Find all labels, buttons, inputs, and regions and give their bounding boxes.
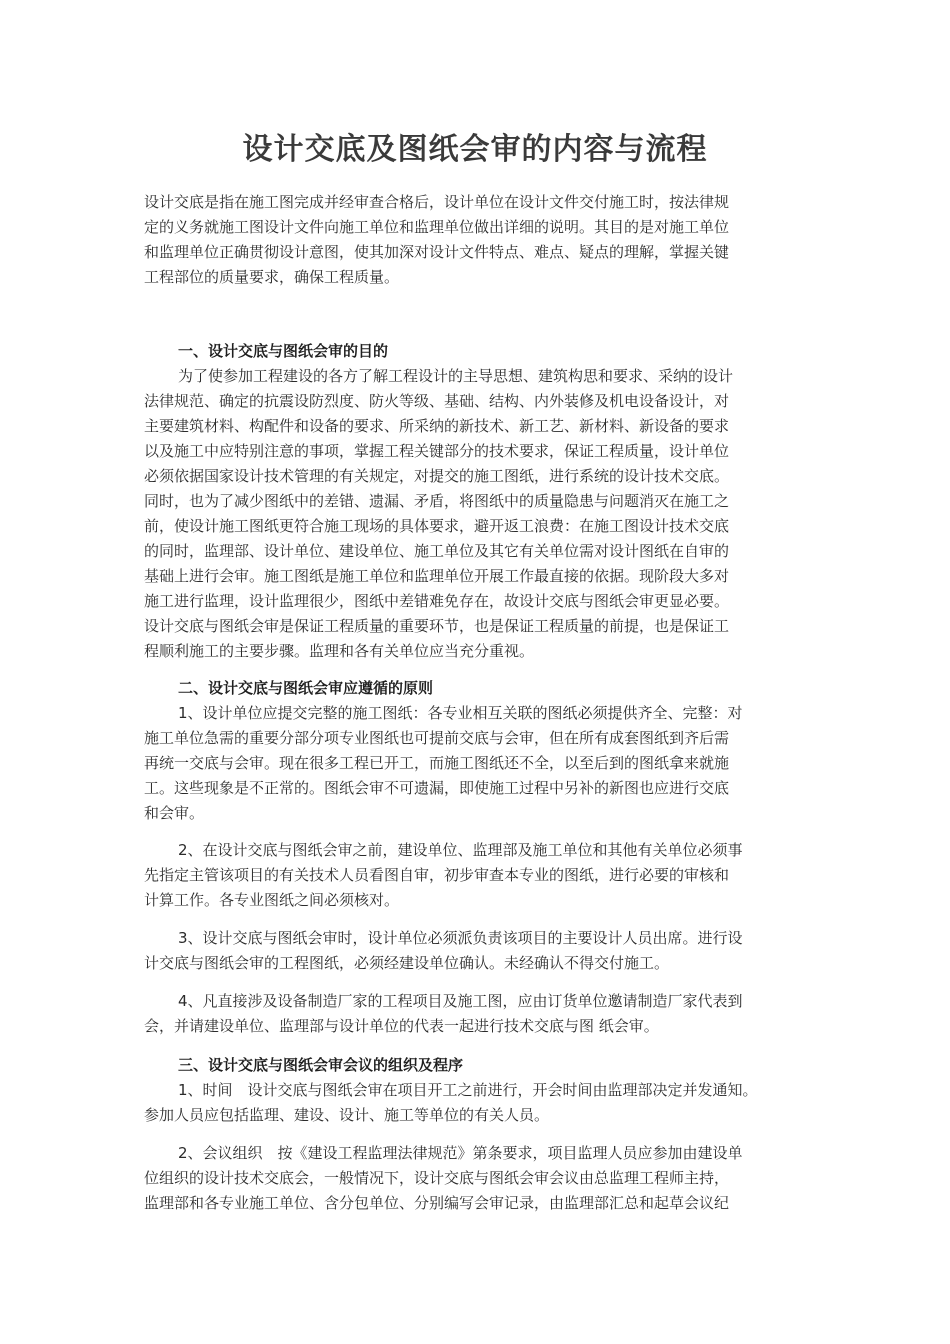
text-line: 基础上进行会审。施工图纸是施工单位和监理单位开展工作最直接的依据。现阶段大多对 bbox=[144, 567, 730, 585]
text-line: 计交底与图纸会审的工程图纸，必须经建设单位确认。未经确认不得交付施工。 bbox=[144, 954, 670, 972]
text-line: 1、时间 设计交底与图纸会审在项目开工之前进行，开会时间由监理部决定并发通知。 bbox=[178, 1081, 758, 1099]
text-line: 参加人员应包括监理、建设、设计、施工等单位的有关人员。 bbox=[144, 1106, 550, 1124]
section-1-heading bbox=[144, 339, 808, 364]
text-line: 定的义务就施工图设计文件向施工单位和监理单位做出详细的说明。其目的是对施工单位 bbox=[144, 218, 730, 236]
section-3-paragraph-2 bbox=[144, 1141, 808, 1216]
document-title: 设计交底及图纸会审的内容与流程 bbox=[242, 132, 708, 167]
text-line: 设计交底与图纸会审是保证工程质量的重要环节，也是保证工程质量的前提，也是保证工 bbox=[144, 617, 730, 635]
text-line: 必须依据国家设计技术管理的有关规定，对提交的施工图纸，进行系统的设计技术交底。 bbox=[144, 467, 730, 485]
section-2-paragraph-4 bbox=[144, 989, 808, 1039]
text-line: 法律规范、确定的抗震设防烈度、防火等级、基础、结构、内外装修及机电设备设计，对 bbox=[144, 392, 730, 410]
section-heading: 三、设计交底与图纸会审会议的组织及程序 bbox=[178, 1056, 464, 1074]
text-line: 4、凡直接涉及设备制造厂家的工程项目及施工图，应由订货单位邀请制造厂家代表到 bbox=[178, 992, 743, 1010]
text-line: 3、设计交底与图纸会审时，设计单位必须派负责该项目的主要设计人员出席。进行设 bbox=[178, 929, 743, 947]
intro-paragraph bbox=[144, 190, 808, 290]
section-2-paragraph-2 bbox=[144, 838, 808, 913]
section-2-heading bbox=[144, 676, 808, 701]
text-line: 的同时，监理部、设计单位、建设单位、施工单位及其它有关单位需对设计图纸在自审的 bbox=[144, 542, 730, 560]
text-line: 施工进行监理，设计监理很少，图纸中差错难免存在，故设计交底与图纸会审更显必要。 bbox=[144, 592, 730, 610]
text-line: 主要建筑材料、构配件和设备的要求、所采纳的新技术、新工艺、新材料、新设备的要求 bbox=[144, 417, 730, 435]
text-line: 工。这些现象是不正常的。图纸会审不可遗漏，即使施工过程中另补的新图也应进行交底 bbox=[144, 779, 730, 797]
text-line: 1、设计单位应提交完整的施工图纸：各专业相互关联的图纸必须提供齐全、完整：对 bbox=[178, 704, 743, 722]
section-heading: 二、设计交底与图纸会审应遵循的原则 bbox=[178, 679, 434, 697]
text-line: 程顺利施工的主要步骤。监理和各有关单位应当充分重视。 bbox=[144, 642, 535, 660]
section-heading: 一、设计交底与图纸会审的目的 bbox=[178, 342, 389, 360]
text-line: 会，并请建设单位、监理部与设计单位的代表一起进行技术交底与图 纸会审。 bbox=[144, 1017, 659, 1035]
text-line: 设计交底是指在施工图完成并经审查合格后，设计单位在设计文件交付施工时，按法律规 bbox=[144, 193, 730, 211]
text-line: 位组织的设计技术交底会，一般情况下，设计交底与图纸会审会议由总监理工程师主持， bbox=[144, 1169, 730, 1187]
text-line: 工程部位的质量要求，确保工程质量。 bbox=[144, 268, 400, 286]
section-2-paragraph-1 bbox=[144, 701, 808, 826]
text-line: 2、在设计交底与图纸会审之前，建设单位、监理部及施工单位和其他有关单位必须事 bbox=[178, 841, 743, 859]
section-2-paragraph-3 bbox=[144, 926, 808, 976]
text-line: 和会审。 bbox=[144, 804, 205, 822]
text-line: 施工单位急需的重要分部分项专业图纸也可提前交底与会审，但在所有成套图纸到齐后需 bbox=[144, 729, 730, 747]
section-3-heading bbox=[144, 1053, 808, 1078]
section-3-paragraph-1 bbox=[144, 1078, 808, 1128]
text-line: 2、会议组织 按《建设工程监理法律规范》第条要求，项目监理人员应参加由建设单 bbox=[178, 1144, 743, 1162]
text-line: 同时，也为了减少图纸中的差错、遗漏、矛盾，将图纸中的质量隐患与问题消灭在施工之 bbox=[144, 492, 730, 510]
text-line: 再统一交底与会审。现在很多工程已开工，而施工图纸还不全，以至后到的图纸拿来就施 bbox=[144, 754, 730, 772]
text-line: 监理部和各专业施工单位、含分包单位、分别编写会审记录，由监理部汇总和起草会议纪 bbox=[144, 1194, 730, 1212]
text-line: 以及施工中应特别注意的事项，掌握工程关键部分的技术要求，保证工程质量，设计单位 bbox=[144, 442, 730, 460]
text-line: 为了使参加工程建设的各方了解工程设计的主导思想、建筑构思和要求、采纳的设计 bbox=[178, 367, 734, 385]
section-1-body bbox=[144, 364, 808, 664]
text-line: 和监理单位正确贯彻设计意图，使其加深对设计文件特点、难点、疑点的理解，掌握关键 bbox=[144, 243, 730, 261]
text-line: 计算工作。各专业图纸之间必须核对。 bbox=[144, 891, 400, 909]
text-line: 先指定主管该项目的有关技术人员看图自审，初步审查本专业的图纸，进行必要的审核和 bbox=[144, 866, 730, 884]
text-line: 前，使设计施工图纸更符合施工现场的具体要求，避开返工浪费：在施工图设计技术交底 bbox=[144, 517, 730, 535]
